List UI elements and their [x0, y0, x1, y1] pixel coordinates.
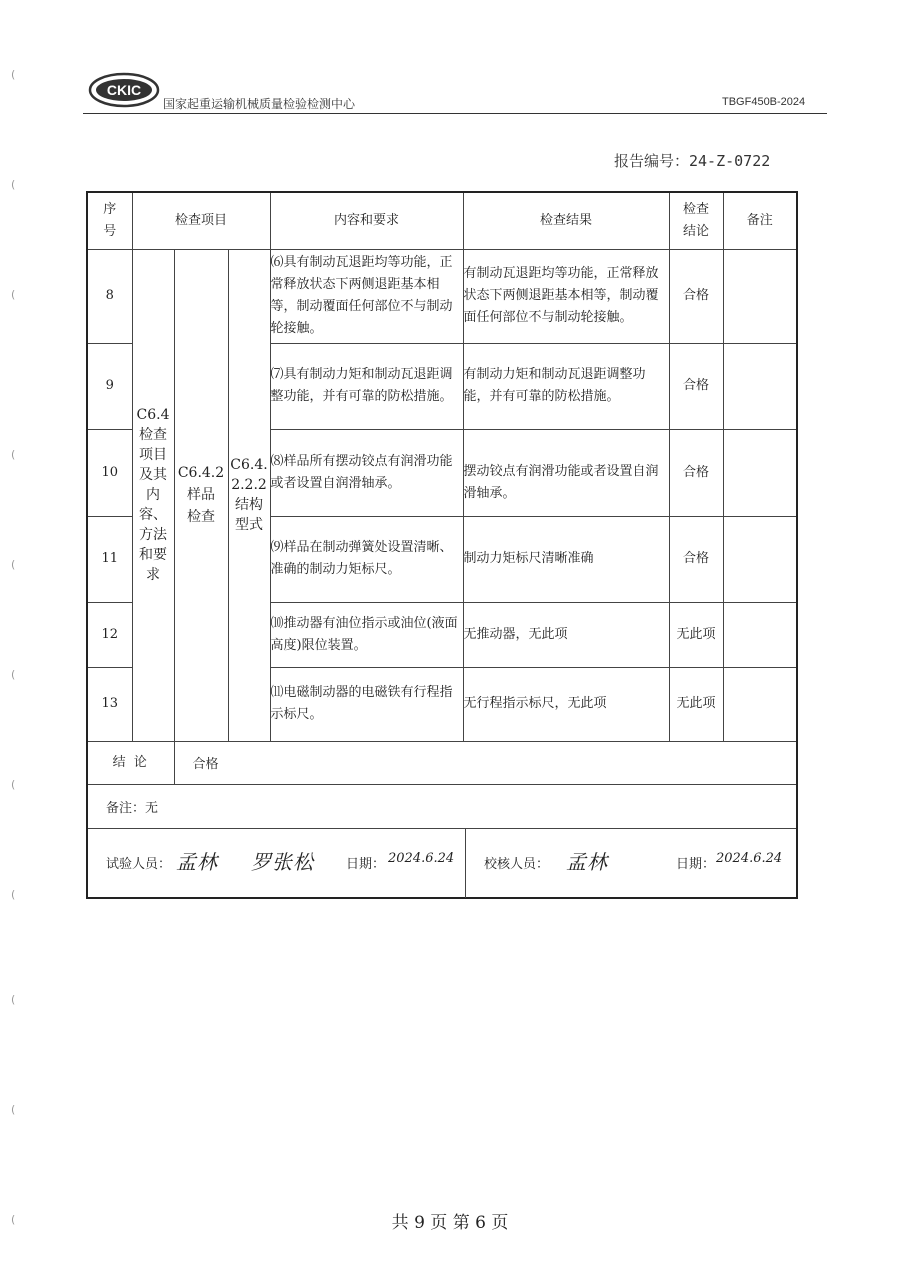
requirement-text: ⑻样品所有摆动铰点有润滑功能或者设置自润滑轴承。	[270, 429, 463, 516]
requirement-text: ⑺具有制动力矩和制动瓦退距调整功能，并有可靠的防松措施。	[270, 343, 463, 429]
col-header-result: 检查结果	[463, 192, 669, 249]
org-logo	[88, 72, 160, 112]
punch-mark: (	[11, 1103, 16, 1116]
punch-mark: (	[11, 178, 16, 191]
tester-label: 试验人员：	[106, 856, 172, 872]
result-text: 无推动器，无此项	[463, 602, 669, 667]
punch-mark: (	[11, 993, 16, 1006]
tester-signature-2: 罗张松	[251, 849, 314, 874]
report-number: 报告编号：24-Z-0722	[614, 152, 771, 170]
remark-row	[87, 784, 797, 828]
remark-cell	[723, 343, 797, 429]
punch-mark: (	[11, 778, 16, 791]
requirement-text: ⑾电磁制动器的电磁铁有行程指示标尺。	[270, 667, 463, 741]
punch-mark: (	[11, 888, 16, 901]
checker-signature: 孟林	[566, 849, 608, 874]
punch-mark: (	[11, 1213, 16, 1226]
signature-divider	[465, 828, 466, 898]
row-number: 11	[87, 516, 132, 602]
result-text: 摆动铰点有润滑功能或者设置自润滑轴承。	[463, 429, 669, 516]
remark-cell	[723, 602, 797, 667]
signature-row	[87, 828, 797, 898]
conclusion-value: 合格	[174, 741, 797, 784]
signature-cell	[87, 828, 797, 898]
conclusion-cell: 合格	[669, 429, 723, 516]
conclusion-cell: 合格	[669, 516, 723, 602]
punch-mark: (	[11, 288, 16, 301]
table-row	[87, 249, 797, 343]
doc-code: TBGF450B-2024	[722, 96, 806, 108]
conclusion-cell: 无此项	[669, 667, 723, 741]
checker-label: 校核人员：	[484, 856, 550, 872]
inspection-table	[86, 191, 798, 899]
result-text: 制动力矩标尺清晰准确	[463, 516, 669, 602]
punch-mark: (	[11, 558, 16, 571]
checker-date: 2024.6.24	[716, 850, 783, 866]
remark-cell	[723, 667, 797, 741]
punch-mark: (	[11, 448, 16, 461]
result-text: 无行程指示标尺，无此项	[463, 667, 669, 741]
punch-mark: (	[11, 668, 16, 681]
col-header-remark: 备注	[723, 192, 797, 249]
result-text: 有制动瓦退距均等功能，正常释放状态下两侧退距基本相等，制动覆面任何部位不与制动轮接触。	[463, 249, 669, 343]
tester-date-label: 日期：	[346, 856, 386, 872]
header-rule	[83, 113, 827, 114]
requirement-text: ⑼样品在制动弹簧处设置清晰、准确的制动力矩标尺。	[270, 516, 463, 602]
result-text: 有制动力矩和制动瓦退距调整功能，并有可靠的防松措施。	[463, 343, 669, 429]
row-number: 8	[87, 249, 132, 343]
conclusion-row	[87, 741, 797, 784]
conclusion-cell: 合格	[669, 249, 723, 343]
col-header-seq: 序 号	[87, 192, 132, 249]
row-number: 9	[87, 343, 132, 429]
tester-signature-1: 孟林	[176, 849, 218, 874]
header-row	[87, 192, 797, 249]
conclusion-cell: 无此项	[669, 602, 723, 667]
requirement-text: ⑹具有制动瓦退距均等功能，正常释放状态下两侧退距基本相等，制动覆面任何部位不与制动轮接触。	[270, 249, 463, 343]
row-number: 12	[87, 602, 132, 667]
page-footer: 共 9 页 第 6 页	[391, 1213, 509, 1233]
col-header-conclusion: 检查 结论	[669, 192, 723, 249]
logo-text: CKIC	[106, 82, 142, 98]
remark-cell	[723, 429, 797, 516]
requirement-text: ⑽推动器有油位指示或油位(液面高度)限位装置。	[270, 602, 463, 667]
group-level3: C6.4. 2.2.2 结构 型式	[228, 249, 270, 741]
remark-line: 备注：无	[87, 784, 797, 828]
punch-mark: (	[11, 68, 16, 81]
conclusion-cell: 合格	[669, 343, 723, 429]
conclusion-label: 结 论	[87, 741, 174, 784]
remark-cell	[723, 249, 797, 343]
remark-cell	[723, 516, 797, 602]
row-number: 13	[87, 667, 132, 741]
org-name: 国家起重运输机械质量检验检测中心	[163, 97, 356, 111]
group-level2: C6.4.2 样品 检查	[174, 249, 228, 741]
row-number: 10	[87, 429, 132, 516]
checker-date-label: 日期：	[676, 856, 716, 872]
tester-date: 2024.6.24	[388, 850, 455, 866]
col-header-content: 内容和要求	[270, 192, 463, 249]
col-header-item: 检查项目	[132, 192, 270, 249]
group-level1: C6.4 检查 项目 及其 内容、 方法 和要 求	[132, 249, 174, 741]
